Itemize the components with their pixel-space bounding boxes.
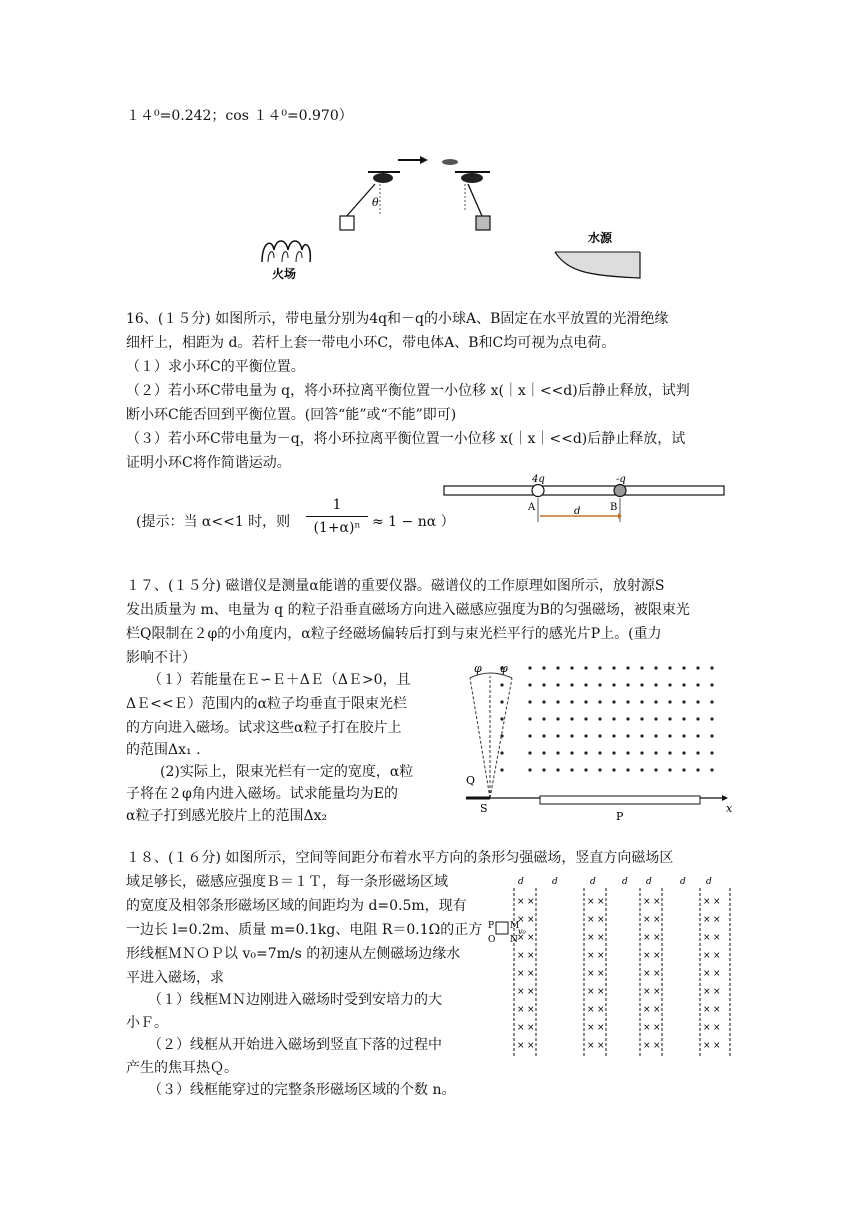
q17-line1: １７、(１５分) 磁谱仪是测量α能谱的重要仪器。磁谱仪的工作原理如图所示，放射源S	[126, 578, 665, 594]
field-dot	[598, 700, 601, 703]
q16-line1: 16、(１５分) 如图所示，带电量分别为4q和－q的小球A、B固定在水平放置的光滑绝缘	[126, 311, 669, 327]
field-dot	[528, 717, 531, 720]
field-dot	[682, 683, 685, 686]
q-label: Q	[466, 774, 476, 787]
x-label: x	[726, 802, 733, 815]
field-cross: ×	[517, 969, 525, 979]
field-cross: ×	[587, 1041, 595, 1051]
field-dot	[598, 751, 601, 754]
field-dot	[682, 751, 685, 754]
field-dot	[640, 700, 643, 703]
field-cross: ×	[527, 1005, 535, 1015]
field-dot	[668, 683, 671, 686]
field-dot	[696, 683, 699, 686]
field-cross: ×	[517, 933, 525, 943]
q17-line7: 的方向进入磁场。试求这些α粒子打在胶片上	[126, 720, 402, 736]
q18-line10: 产生的焦耳热Ｑ。	[126, 1060, 238, 1076]
field-cross: ×	[517, 1005, 525, 1015]
field-cross: ×	[713, 915, 721, 925]
field-dot	[584, 683, 587, 686]
spectrometer-figure	[460, 658, 740, 828]
d-label: d	[646, 877, 652, 887]
d-label: d	[706, 877, 712, 887]
field-dot	[696, 751, 699, 754]
formula-continuation: １４⁰=0.242；cos １４⁰=0.970）	[126, 108, 353, 124]
o-corner: O	[488, 935, 496, 945]
v0-label: v₀	[518, 927, 526, 936]
field-dot	[640, 683, 643, 686]
field-cross: ×	[653, 987, 661, 997]
d-label: d	[622, 877, 628, 887]
field-dot	[710, 734, 713, 737]
field-cross: ×	[587, 915, 595, 925]
field-cross: ×	[703, 1041, 711, 1051]
field-dot	[584, 768, 587, 771]
field-dot	[710, 768, 713, 771]
field-dot	[682, 700, 685, 703]
field-dot	[528, 700, 531, 703]
field-cross: ×	[713, 933, 721, 943]
field-dot	[556, 768, 559, 771]
field-dot	[556, 734, 559, 737]
field-cross: ×	[527, 951, 535, 961]
field-dot	[696, 717, 699, 720]
q18-line6: 平进入磁场，求	[126, 970, 224, 986]
field-dot	[528, 734, 531, 737]
q16-line4: （２）若小环C带电量为 q，将小环拉离平衡位置一小位移 x(｜x｜<<d)后静止释放，试判	[126, 383, 690, 399]
q18-line5: 形线框ＭＮＯＰ以 v₀=7m/s 的初速从左侧磁场边缘水	[126, 946, 461, 962]
q16-line6: （３）若小环C带电量为－q，将小环拉离平衡位置一小位移 x(｜x｜<<d)后静止释放，试	[126, 431, 686, 447]
d-label: d	[518, 877, 524, 887]
field-dot	[654, 734, 657, 737]
field-dot	[570, 768, 573, 771]
field-dot	[598, 666, 601, 669]
q17-line9: (2)实际上，限束光栏有一定的宽度，α粒	[160, 764, 414, 780]
field-cross: ×	[643, 1041, 651, 1051]
field-cross: ×	[597, 1023, 605, 1033]
field-dot	[696, 700, 699, 703]
field-dot	[528, 751, 531, 754]
label-d: d	[574, 506, 581, 517]
water-label: 水源	[588, 231, 613, 245]
field-cross: ×	[653, 951, 661, 961]
field-cross: ×	[597, 987, 605, 997]
field-dot	[640, 666, 643, 669]
hint-denominator: (1+α)ⁿ	[313, 520, 361, 536]
field-dot	[500, 683, 503, 686]
field-dot	[696, 768, 699, 771]
q18-line9: （２）线框从开始进入磁场到竖直下落的过程中	[148, 1037, 442, 1053]
field-dot	[626, 768, 629, 771]
field-dot	[640, 717, 643, 720]
field-dot	[710, 666, 713, 669]
field-dot	[598, 768, 601, 771]
field-dot	[556, 666, 559, 669]
phi-right: φ	[500, 662, 508, 675]
field-dot	[612, 751, 615, 754]
field-dot	[626, 751, 629, 754]
field-cross: ×	[587, 1023, 595, 1033]
q17-line8: 的范围Δx₁ .	[126, 742, 201, 758]
hint-numerator: 1	[332, 497, 342, 513]
field-dot	[668, 768, 671, 771]
field-cross: ×	[587, 951, 595, 961]
hint-rhs: ≈ 1 − nα ）	[372, 514, 455, 530]
q17-line2: 发出质量为 m、电量为 q 的粒子沿垂直磁场方向进入磁感应强度为B的匀强磁场，被限束光	[126, 602, 690, 618]
field-cross: ×	[653, 897, 661, 907]
field-dot	[500, 751, 503, 754]
field-dot	[612, 700, 615, 703]
field-dot	[598, 717, 601, 720]
charge-b: -q	[616, 474, 626, 485]
field-dot	[682, 666, 685, 669]
field-cross: ×	[713, 1005, 721, 1015]
q18-line1: １８、(１６分) 如图所示，空间等间距分布着水平方向的条形匀强磁场，竖直方向磁场区	[126, 850, 674, 866]
q18-line2: 域足够长，磁感应强度Ｂ＝１Ｔ，每一条形磁场区域	[126, 874, 448, 890]
field-cross: ×	[597, 1005, 605, 1015]
field-dot	[654, 683, 657, 686]
field-cross: ×	[527, 915, 535, 925]
field-cross: ×	[703, 987, 711, 997]
field-cross: ×	[597, 897, 605, 907]
field-cross: ×	[597, 969, 605, 979]
hint-fraction	[306, 496, 368, 537]
label-b: B	[610, 502, 618, 513]
field-cross: ×	[713, 897, 721, 907]
field-dot	[612, 683, 615, 686]
field-dot	[682, 768, 685, 771]
field-dot	[556, 683, 559, 686]
d-label: d	[552, 877, 558, 887]
field-cross: ×	[587, 933, 595, 943]
field-cross: ×	[713, 969, 721, 979]
field-cross: ×	[653, 1041, 661, 1051]
field-dot	[626, 683, 629, 686]
field-dot	[612, 717, 615, 720]
field-cross: ×	[517, 897, 525, 907]
field-cross: ×	[643, 915, 651, 925]
rod-figure	[444, 472, 726, 542]
q18-line11: （３）线框能穿过的完整条形磁场区域的个数 n。	[148, 1082, 456, 1098]
field-dot	[668, 717, 671, 720]
field-cross: ×	[703, 933, 711, 943]
s-label: S	[480, 802, 488, 815]
field-dot	[598, 683, 601, 686]
field-cross: ×	[653, 969, 661, 979]
field-cross: ×	[527, 1041, 535, 1051]
field-cross: ×	[653, 933, 661, 943]
field-dot	[570, 666, 573, 669]
field-dot	[682, 717, 685, 720]
field-dot	[556, 751, 559, 754]
helicopter-figure	[250, 150, 650, 290]
field-dot	[654, 666, 657, 669]
field-dot	[654, 717, 657, 720]
field-dot	[584, 666, 587, 669]
field-cross: ×	[703, 1023, 711, 1033]
field-dot	[710, 683, 713, 686]
p-corner: P	[488, 921, 495, 931]
field-dot	[500, 717, 503, 720]
field-dot	[668, 666, 671, 669]
field-dot	[542, 768, 545, 771]
field-cross: ×	[517, 951, 525, 961]
q18-line7: （１）线框ＭＮ边刚进入磁场时受到安培力的大	[148, 992, 442, 1008]
field-cross: ×	[703, 1005, 711, 1015]
field-cross: ×	[587, 987, 595, 997]
field-cross: ×	[713, 1041, 721, 1051]
field-cross: ×	[517, 987, 525, 997]
field-cross: ×	[643, 1023, 651, 1033]
field-dot	[598, 734, 601, 737]
field-cross: ×	[517, 915, 525, 925]
field-cross: ×	[653, 915, 661, 925]
q17-line10: 子将在２φ角内进入磁场。试求能量均为E的	[126, 786, 399, 802]
field-dot	[584, 717, 587, 720]
field-dot	[640, 734, 643, 737]
m-corner: M	[510, 921, 520, 931]
field-dot	[570, 734, 573, 737]
field-dot	[696, 666, 699, 669]
field-dot	[710, 717, 713, 720]
field-dot	[654, 700, 657, 703]
field-cross: ×	[653, 1023, 661, 1033]
field-dot	[542, 683, 545, 686]
field-dot	[528, 683, 531, 686]
field-dot	[528, 768, 531, 771]
field-dot	[584, 700, 587, 703]
field-dot	[612, 768, 615, 771]
field-dot	[570, 700, 573, 703]
field-cross: ×	[703, 915, 711, 925]
field-dot	[556, 717, 559, 720]
field-dot	[584, 751, 587, 754]
field-dot	[556, 700, 559, 703]
q16-line2: 细杆上，相距为 d。若杆上套一带电小环C，带电体A、B和C均可视为点电荷。	[126, 335, 616, 351]
hint-prefix: (提示：当 α<<1 时，则	[136, 514, 291, 530]
field-cross: ×	[527, 1023, 535, 1033]
field-cross: ×	[713, 951, 721, 961]
field-cross: ×	[587, 1005, 595, 1015]
q18-line4: 一边长 l=0.2m、质量 m=0.1kg、电阻 R＝0.1Ω的正方	[126, 922, 483, 938]
p-label: P	[616, 810, 624, 823]
field-cross: ×	[703, 897, 711, 907]
field-dot	[626, 666, 629, 669]
field-dot	[542, 700, 545, 703]
field-dot	[710, 751, 713, 754]
field-cross: ×	[703, 951, 711, 961]
field-dot	[500, 768, 503, 771]
field-dot	[570, 683, 573, 686]
field-dot	[668, 751, 671, 754]
field-dot	[640, 768, 643, 771]
field-dot	[626, 734, 629, 737]
field-cross: ×	[703, 969, 711, 979]
q16-line7: 证明小环C将作简谐运动。	[126, 455, 291, 471]
field-cross: ×	[643, 969, 651, 979]
q18-line8: 小Ｆ。	[126, 1015, 168, 1031]
field-dot	[710, 700, 713, 703]
q17-line11: α粒子打到感光胶片上的范围Δx₂	[126, 808, 328, 824]
field-cross: ×	[587, 897, 595, 907]
label-a: A	[528, 502, 536, 513]
field-cross: ×	[597, 915, 605, 925]
field-cross: ×	[597, 951, 605, 961]
field-cross: ×	[643, 933, 651, 943]
field-dot	[542, 751, 545, 754]
field-dot	[542, 717, 545, 720]
field-dot	[500, 700, 503, 703]
field-dot	[528, 666, 531, 669]
field-cross: ×	[517, 1023, 525, 1033]
q17-line3: 栏Q限制在２φ的小角度内，α粒子经磁场偏转后打到与束光栏平行的感光片P上。(重力	[126, 626, 662, 642]
d-label: d	[590, 877, 596, 887]
q17-line6: ΔＥ<<Ｅ）范围内的α粒子均垂直于限束光栏	[126, 696, 408, 712]
field-dot	[612, 734, 615, 737]
field-cross: ×	[527, 933, 535, 943]
field-cross: ×	[643, 897, 651, 907]
q16-line3: （１）求小环C的平衡位置。	[126, 359, 305, 375]
field-dot	[682, 734, 685, 737]
strip-field-figure	[488, 876, 740, 1062]
field-dot	[668, 734, 671, 737]
q17-line4: 影响不计）	[126, 650, 196, 666]
field-dot	[542, 666, 545, 669]
q16-line5: 断小环C能否回到平衡位置。(回答“能”或“不能”即可)	[126, 407, 457, 423]
field-dot	[626, 717, 629, 720]
field-cross: ×	[643, 1005, 651, 1015]
field-dot	[654, 751, 657, 754]
field-dot	[570, 751, 573, 754]
field-cross: ×	[527, 897, 535, 907]
field-cross: ×	[527, 987, 535, 997]
field-dot	[626, 700, 629, 703]
field-dot	[570, 717, 573, 720]
field-dot	[668, 700, 671, 703]
field-dot	[584, 734, 587, 737]
field-cross: ×	[713, 1023, 721, 1033]
theta-label: θ	[372, 196, 379, 209]
field-cross: ×	[713, 987, 721, 997]
q17-line5: （１）若能量在Ｅ∽Ｅ＋ΔＥ（ΔＥ>0，且	[148, 672, 411, 688]
field-cross: ×	[643, 987, 651, 997]
field-cross: ×	[517, 1041, 525, 1051]
field-cross: ×	[653, 1005, 661, 1015]
field-cross: ×	[597, 933, 605, 943]
field-dot	[696, 734, 699, 737]
field-cross: ×	[587, 969, 595, 979]
charge-a: 4q	[532, 474, 545, 485]
fire-label: 火场	[272, 267, 297, 281]
field-cross: ×	[643, 951, 651, 961]
field-dot	[640, 751, 643, 754]
d-label: d	[680, 877, 686, 887]
field-cross: ×	[527, 969, 535, 979]
field-cross: ×	[597, 1041, 605, 1051]
field-dot	[654, 768, 657, 771]
field-dot	[542, 734, 545, 737]
n-corner: N	[510, 935, 518, 945]
field-dot	[612, 666, 615, 669]
q18-line3: 的宽度及相邻条形磁场区域的间距均为 d=0.5m，现有	[126, 898, 467, 914]
phi-left: φ	[474, 662, 482, 675]
